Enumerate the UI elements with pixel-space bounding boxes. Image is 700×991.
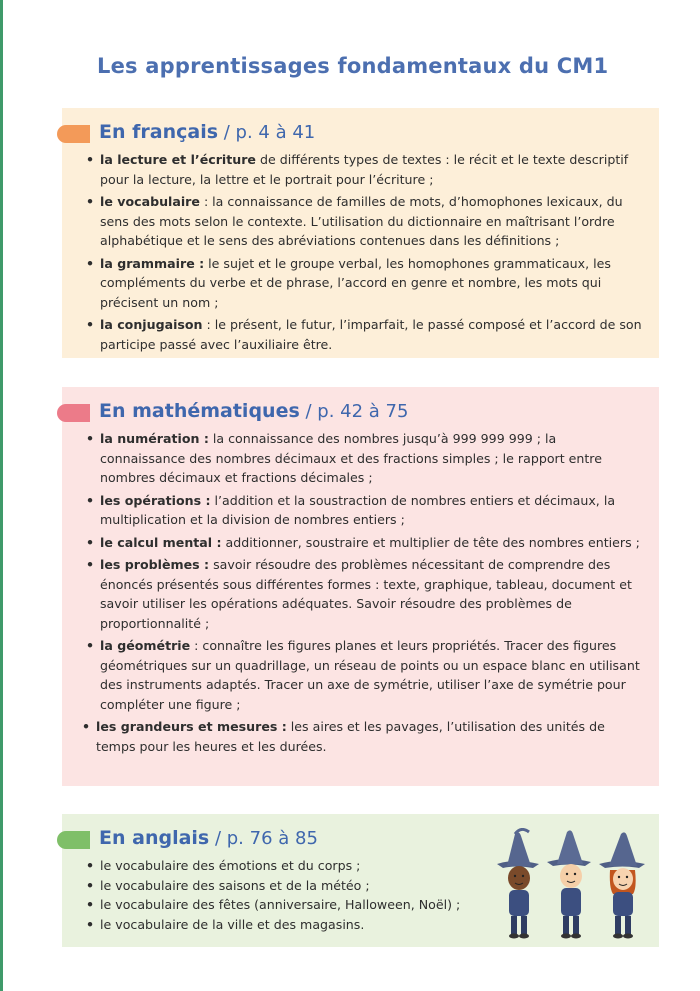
bullet-icon: •: [82, 719, 91, 734]
section-anglais: [62, 814, 659, 947]
list-item: • la grammaire : le sujet et le groupe verbal, les homophones grammaticaux, les compléments du verbe et de phrase, l’accord en genre et nombre, les mots qui précisent un nom ;: [86, 255, 611, 310]
bullet-list: [84, 856, 504, 934]
bullet-icon: •: [86, 897, 95, 912]
bullet-icon: •: [86, 557, 95, 572]
section-pages: / p. 42 à 75: [299, 401, 409, 422]
list-item: • le vocabulaire des émotions et du corps ;: [84, 856, 504, 876]
section-heading: [99, 121, 315, 143]
section-name: En mathématiques: [99, 400, 300, 422]
section-name: En anglais: [99, 827, 210, 849]
list-item: • le calcul mental : additionner, soustraire et multiplier de tête des nombres entiers ;: [84, 533, 644, 553]
list-item: • la numération : la connaissance des nombres jusqu’à 999 999 999 ; la connaissance des nombres décimaux et des fractions simples ; le rapport entre nombres décimaux et fractions décimales ;: [86, 431, 602, 485]
bullet-icon: •: [86, 431, 95, 446]
bullet-icon: •: [86, 194, 95, 209]
bullet-icon: •: [86, 858, 95, 873]
section-marker-tab: [57, 404, 90, 422]
list-item: • le vocabulaire de la ville et des magasins.: [84, 915, 504, 935]
list-item: • les problèmes : savoir résoudre des problèmes nécessitant de comprendre des énoncés présentés sous différentes formes : texte, graphique, tableau, document et savoir utiliser les opérations adéquates. Savoir résoudre des problèmes de proportionnalité ;: [86, 557, 632, 631]
bullet-icon: •: [86, 492, 95, 508]
list-item: • la lecture et l’écriture de différents types de textes : le récit et le texte descriptif pour la lecture, la lettre et le portrait pour l’écriture ;: [86, 152, 629, 187]
list-item: • les grandeurs et mesures : les aires et les pavages, l’utilisation des unités de temps pour les heures et les durées.: [82, 719, 605, 754]
section-pages: / p. 4 à 41: [218, 122, 316, 143]
child-1-illustration: [497, 829, 539, 938]
section-heading: [99, 400, 408, 422]
section-heading: [99, 827, 318, 849]
child-3-illustration: [599, 832, 645, 938]
list-item: • le vocabulaire : la connaissance de familles de mots, d’homophones lexicaux, du sens des mots selon le contexte. L’utilisation du dictionnaire en maîtrisant l’ordre alphabétique et le sens des abréviations contenues dans les définitions ;: [86, 194, 623, 248]
list-item: • le vocabulaire des saisons et de la météo ;: [84, 876, 504, 896]
bullet-icon: •: [86, 152, 95, 167]
section-pages: / p. 76 à 85: [209, 828, 318, 849]
bullet-icon: •: [86, 534, 95, 550]
section-francais: [62, 108, 659, 358]
list-item: • la conjugaison : le présent, le futur, l’imparfait, le passé composé et l’accord de son participe passé avec l’auxiliaire être.: [86, 317, 642, 352]
list-item: • la géométrie : connaître les figures planes et leurs propriétés. Tracer des figures géométriques sur un quadrillage, un réseau de points ou un espace blanc en utilisant des instruments adaptés. Tracer un axe de symétrie, utiliser l’axe de symétrie pour compléter une figure ;: [86, 638, 640, 712]
list-item: • le vocabulaire des fêtes (anniversaire, Halloween, Noël) ;: [84, 895, 504, 915]
bullet-icon: •: [86, 916, 95, 932]
bullet-icon: •: [86, 638, 95, 653]
section-name: En français: [99, 121, 219, 143]
page-title: Les apprentissages fondamentaux du CM1: [97, 54, 609, 78]
three-children-witch-hats-icon: [495, 828, 655, 940]
page-edge-rule: [0, 0, 3, 991]
bullet-icon: •: [86, 255, 95, 271]
list-item: • les opérations : l’addition et la soustraction de nombres entiers et décimaux, la multiplication et la division de nombres entiers ;: [86, 492, 616, 527]
section-mathematiques: [62, 387, 659, 786]
child-2-illustration: [547, 830, 591, 938]
bullet-icon: •: [86, 877, 95, 893]
section-marker-tab: [57, 831, 90, 849]
section-marker-tab: [57, 125, 90, 143]
bullet-list: [84, 429, 644, 759]
bullet-icon: •: [86, 317, 95, 332]
bullet-list: [84, 150, 644, 357]
